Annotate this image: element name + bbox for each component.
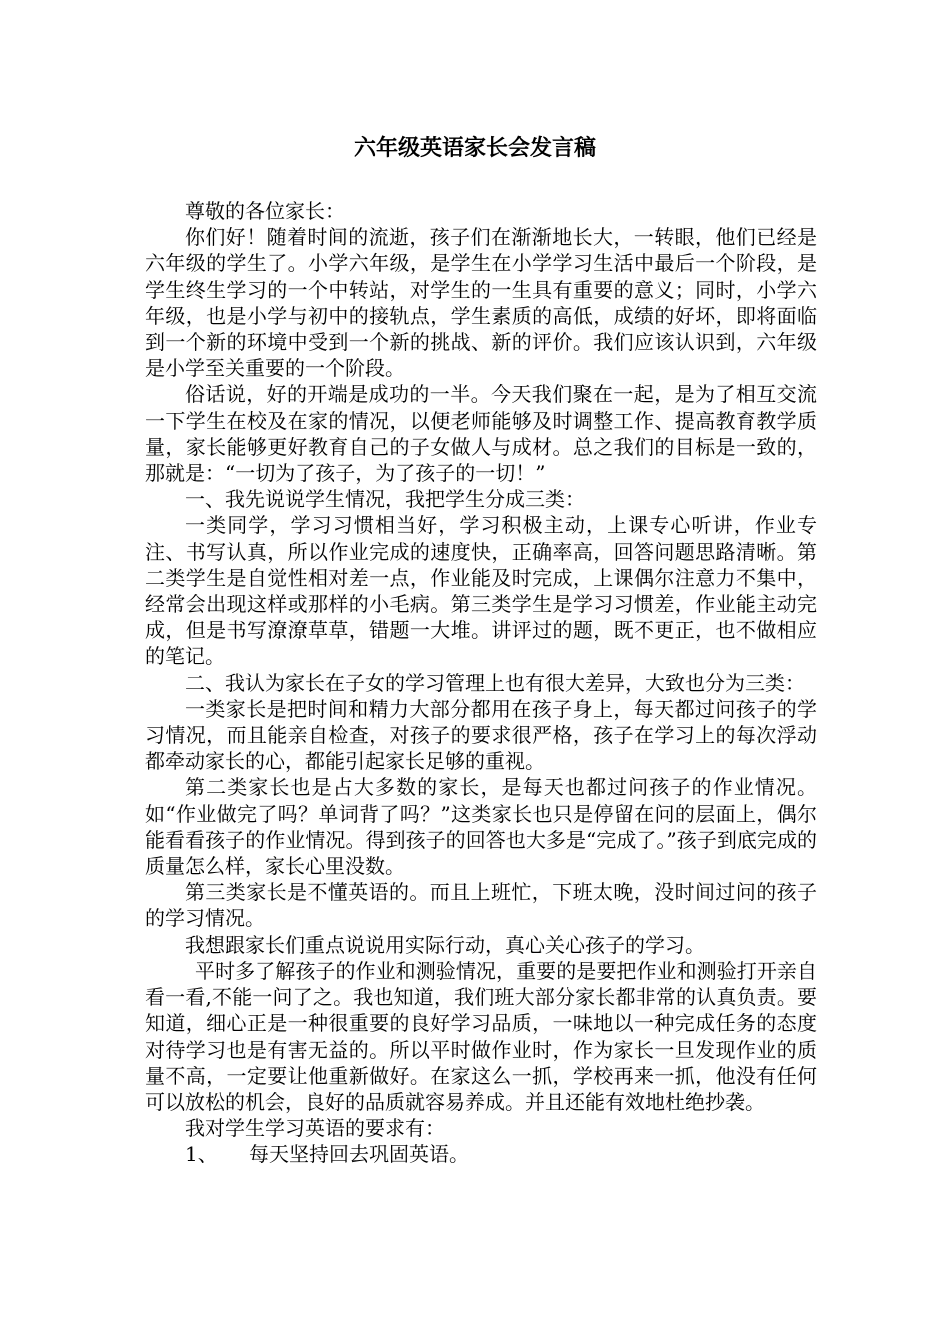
body-paragraph: 我对学生学习英语的要求有： xyxy=(185,1116,445,1141)
body-paragraph: 第二类家长也是占大多数的家长，是每天也都过问孩子的作业情况。如“作业做完了吗？单词背了吗？”这类家长也只是停留在问的层面上，偶尔能看看孩子的作业情况。得到孩子的回答也大多是“完成了。”孩子到底完成的质量怎么样，家长心里没数。 xyxy=(145,775,817,879)
body-paragraph: 我想跟家长们重点说说用实际行动，真心关心孩子的学习。 xyxy=(185,932,705,957)
list-item-text: 每天坚持回去巩固英语。 xyxy=(249,1142,469,1167)
document-body xyxy=(145,198,817,1168)
greeting-paragraph: 尊敬的各位家长： xyxy=(185,199,345,223)
section-heading: 二、我认为家长在子女的学习管理上也有很大差异，大致也分为三类： xyxy=(185,670,805,695)
section-heading: 一、我先说说学生情况，我把学生分成三类： xyxy=(185,487,585,512)
body-paragraph: 一类家长是把时间和精力大部分都用在孩子身上，每天都过问孩子的学习情况，而且能亲自检查，对孩子的要求很严格，孩子在学习上的每次浮动都牵动家长的心，都能引起家长足够的重视。 xyxy=(145,696,817,774)
body-paragraph: 平时多了解孩子的作业和测验情况，重要的是要把作业和测验打开亲自看一看,不能一问了之。我也知道，我们班大部分家长都非常的认真负责。要知道，细心正是一种很重要的良好学习品质，一味地以一种完成任务的态度对待学习也是有害无益的。所以平时做作业时，作为家长一旦发现作业的质量不高，一定要让他重新做好。在家这么一抓，学校再来一抓，他没有任何可以放松的机会，良好的品质就容易养成。并且还能有效地杜绝抄袭。 xyxy=(145,958,817,1114)
body-paragraph: 俗话说，好的开端是成功的一半。今天我们聚在一起，是为了相互交流一下学生在校及在家的情况，以便老师能够及时调整工作、提高教育教学质量，家长能够更好教育自己的子女做人与成材。总之我们的目标是一致的，那就是：“一切为了孩子，为了孩子的一切！” xyxy=(145,382,817,486)
document-title: 六年级英语家长会发言稿 xyxy=(353,136,596,161)
body-paragraph: 第三类家长是不懂英语的。而且上班忙，下班太晚，没时间过问的孩子的学习情况。 xyxy=(145,880,817,931)
body-paragraph: 你们好！随着时间的流逝，孩子们在渐渐地长大，一转眼，他们已经是六年级的学生了。小学六年级，是学生在小学学习生活中最后一个阶段，是学生终生学习的一个中转站，对学生的一生具有重要的意义；同时，小学六年级，也是小学与初中的接轨点，学生素质的高低，成绩的好坏，即将面临到一个新的环境中受到一个新的挑战、新的评价。我们应该认识到，六年级是小学至关重要的一个阶段。 xyxy=(145,225,817,381)
body-paragraph: 一类同学，学习习惯相当好，学习积极主动，上课专心听讲，作业专注、书写认真，所以作业完成的速度快，正确率高，回答问题思路清晰。第二类学生是自觉性相对差一点，作业能及时完成，上课偶尔注意力不集中，经常会出现这样或那样的小毛病。第三类学生是学习习惯差，作业能主动完成，但是书写潦潦草草，错题一大堆。讲评过的题，既不更正，也不做相应的笔记。 xyxy=(145,513,817,669)
list-item-number: 1、 xyxy=(185,1142,218,1167)
list-item xyxy=(145,1141,817,1167)
